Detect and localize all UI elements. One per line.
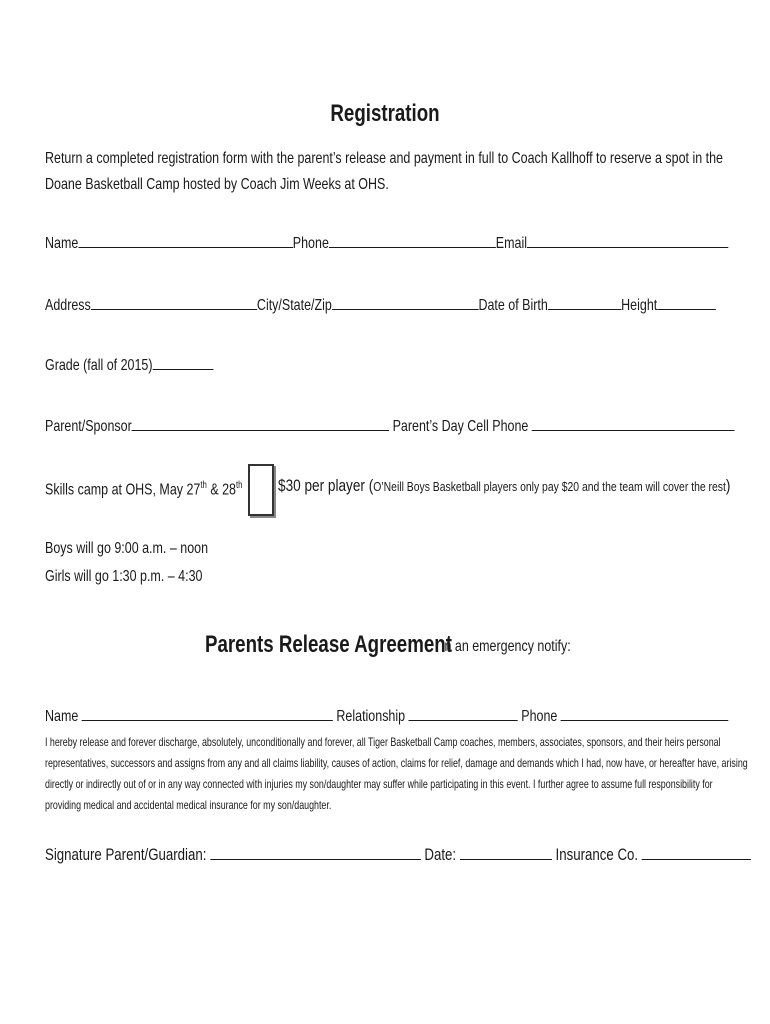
name-field[interactable]	[78, 233, 292, 248]
email-label: Email	[495, 235, 528, 252]
relationship-label: Relationship	[336, 708, 406, 725]
date-field[interactable]	[460, 845, 552, 860]
emergency-phone-field[interactable]	[561, 706, 729, 721]
release-line-3: directly or indirectly out of or in any way connected with injuries my son/daughter may suffer while participating in this event. I further agree to assume full responsibility for	[45, 777, 713, 791]
height-field[interactable]	[657, 295, 716, 310]
parent-sponsor-label: Parent/Sponsor	[45, 418, 132, 435]
girls-schedule: Girls will go 1:30 p.m. – 4:30	[45, 568, 203, 585]
dob-field[interactable]	[548, 295, 621, 310]
parent-row	[45, 416, 770, 437]
page-title: Registration	[330, 100, 440, 127]
emergency-name-label: Name	[45, 708, 79, 725]
intro-line-2: Doane Basketball Camp hosted by Coach Jim Weeks at OHS.	[45, 176, 389, 193]
city-state-zip-field[interactable]	[332, 295, 479, 310]
address-row	[45, 295, 770, 316]
release-line-4: providing medical and accidental medical insurance for my son/daughter.	[45, 798, 332, 812]
intro-line-1: Return a completed registration form with the parent’s release and payment in full to Coach Kallhoff to reserve a spot in the	[45, 150, 723, 167]
signature-row	[45, 845, 770, 865]
date-label: Date:	[424, 845, 457, 864]
height-label: Height	[621, 297, 658, 314]
signature-field[interactable]	[210, 845, 421, 860]
phone-label: Phone	[292, 235, 329, 252]
name-label: Name	[45, 235, 79, 252]
address-field[interactable]	[91, 295, 257, 310]
insurance-field[interactable]	[642, 845, 751, 860]
skills-camp-checkbox[interactable]	[248, 464, 274, 516]
parent-cell-label: Parent’s Day Cell Phone	[392, 418, 529, 435]
emergency-label: In an emergency notify:	[441, 638, 571, 655]
address-label: Address	[45, 297, 91, 314]
boys-schedule: Boys will go 9:00 a.m. – noon	[45, 540, 209, 557]
parent-cell-field[interactable]	[532, 416, 735, 431]
release-line-1: I hereby release and forever discharge, absolutely, unconditionally and forever, all Tiger Basketball Camp coaches, members, associates, sponsors, and their heirs personal	[45, 735, 721, 749]
emergency-row	[45, 706, 770, 727]
emergency-phone-label: Phone	[521, 708, 558, 725]
release-heading: Parents Release Agreement	[205, 631, 452, 658]
relationship-field[interactable]	[409, 706, 518, 721]
release-text	[45, 732, 770, 816]
contact-row	[45, 233, 770, 254]
price-text: $30 per player (O’Neill Boys Basketball players only pay $20 and the team will cover the rest)	[278, 476, 731, 495]
emergency-name-field[interactable]	[82, 706, 333, 721]
grade-row	[45, 355, 261, 376]
phone-field[interactable]	[329, 233, 496, 248]
parent-sponsor-field[interactable]	[132, 416, 389, 431]
price-note: O’Neill Boys Basketball players only pay $20 and the team will cover the rest	[373, 479, 726, 494]
grade-label: Grade (fall of 2015)	[45, 357, 153, 374]
email-field[interactable]	[527, 233, 728, 248]
intro-paragraph	[45, 146, 770, 198]
insurance-label: Insurance Co.	[555, 845, 639, 864]
signature-label: Signature Parent/Guardian:	[45, 845, 207, 864]
dob-label: Date of Birth	[478, 297, 548, 314]
release-line-2: representatives, successors and assigns from any and all claims liability, causes of action, claims for relief, damage and demands which I had, now have, or hereafter have, arising	[45, 756, 748, 770]
city-state-zip-label: City/State/Zip	[256, 297, 332, 314]
grade-field[interactable]	[153, 355, 214, 370]
skills-camp-label: Skills camp at OHS, May 27th & 28th	[45, 480, 243, 499]
